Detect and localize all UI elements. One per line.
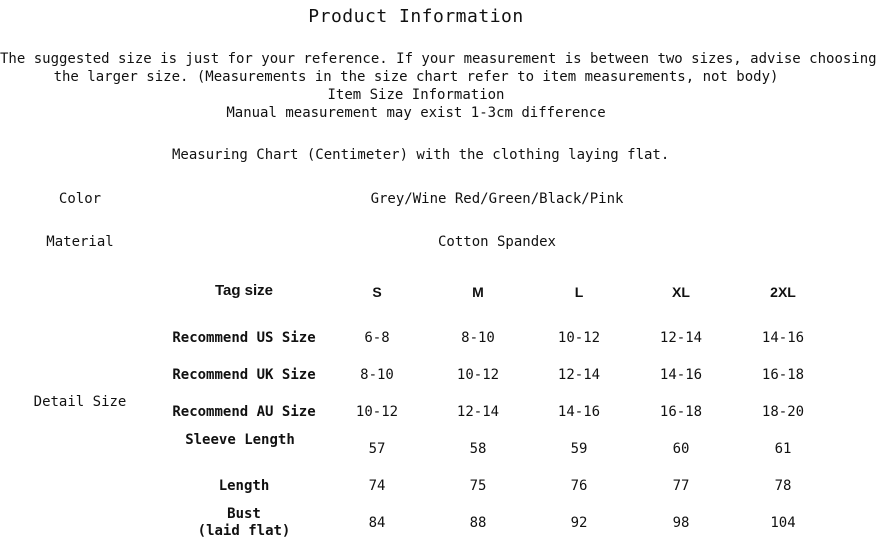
- table-cell: 12-14: [557, 367, 601, 383]
- table-cell: 84: [368, 515, 386, 531]
- table-cell: 76: [570, 478, 588, 494]
- intro-line-1: The suggested size is just for your reference. If your measurement is between two sizes, advise choosing: [0, 51, 877, 67]
- size-header-xl: XL: [672, 284, 690, 300]
- table-cell: 8-10: [360, 367, 394, 383]
- row-label-sleeve-length: Sleeve Length: [185, 432, 295, 448]
- size-header-2xl: 2XL: [770, 284, 796, 300]
- material-value: Cotton Spandex: [437, 234, 556, 250]
- size-header-m: M: [472, 284, 484, 300]
- row-label-bust: Bust: [227, 506, 261, 522]
- table-cell: 16-18: [761, 367, 805, 383]
- row-label-au: Recommend AU Size: [172, 404, 316, 420]
- chart-note: Measuring Chart (Centimeter) with the clothing laying flat.: [172, 147, 670, 163]
- table-cell: 8-10: [461, 330, 495, 346]
- size-header-s: S: [372, 284, 382, 300]
- table-cell: 14-16: [557, 404, 601, 420]
- page-title: Product Information: [308, 6, 524, 27]
- row-label-bust-sub: (laid flat): [197, 523, 291, 539]
- table-cell: 57: [368, 441, 386, 457]
- table-cell: 75: [469, 478, 487, 494]
- table-cell: 78: [774, 478, 792, 494]
- table-cell: 14-16: [659, 367, 703, 383]
- table-cell: 10-12: [557, 330, 601, 346]
- table-cell: 77: [672, 478, 690, 494]
- table-cell: 10-12: [456, 367, 500, 383]
- intro-line-3: Item Size Information: [327, 87, 505, 103]
- table-cell: 12-14: [456, 404, 500, 420]
- table-cell: 18-20: [761, 404, 805, 420]
- table-cell: 59: [570, 441, 588, 457]
- row-label-us: Recommend US Size: [172, 330, 316, 346]
- row-label-length: Length: [218, 478, 270, 494]
- size-header-l: L: [574, 284, 584, 300]
- table-cell: 74: [368, 478, 386, 494]
- tag-size-label: Tag size: [214, 282, 274, 299]
- table-cell: 88: [469, 515, 487, 531]
- intro-line-2: the larger size. (Measurements in the size chart refer to item measurements, not body): [53, 69, 779, 85]
- material-label: Material: [46, 234, 114, 250]
- table-cell: 60: [672, 441, 690, 457]
- intro-line-4: Manual measurement may exist 1-3cm difference: [226, 105, 606, 121]
- table-cell: 98: [672, 515, 690, 531]
- color-value: Grey/Wine Red/Green/Black/Pink: [370, 191, 624, 207]
- detail-size-label: Detail Size: [33, 394, 127, 410]
- table-cell: 92: [570, 515, 588, 531]
- table-cell: 58: [469, 441, 487, 457]
- color-label: Color: [58, 191, 102, 207]
- table-cell: 61: [774, 441, 792, 457]
- table-cell: 6-8: [364, 330, 390, 346]
- row-label-uk: Recommend UK Size: [172, 367, 316, 383]
- table-cell: 12-14: [659, 330, 703, 346]
- table-cell: 14-16: [761, 330, 805, 346]
- table-cell: 16-18: [659, 404, 703, 420]
- table-cell: 10-12: [355, 404, 399, 420]
- table-cell: 104: [770, 515, 796, 531]
